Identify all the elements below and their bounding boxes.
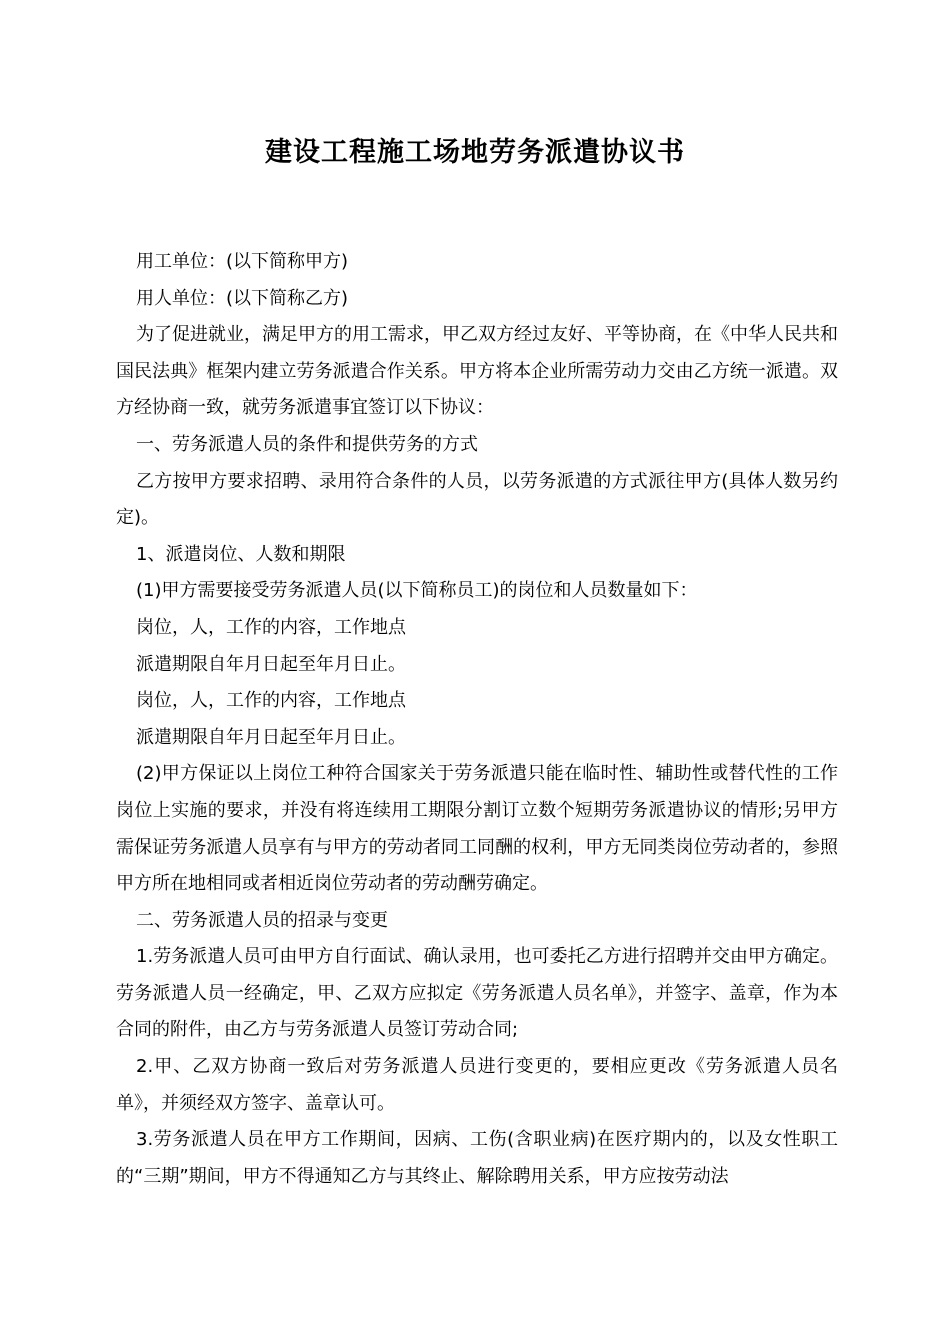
paragraph: 岗位，人，工作的内容，工作地点	[136, 690, 406, 712]
paragraph-employer: 用工单位：(以下简称甲方)	[136, 251, 349, 272]
paragraph: 3.劳务派遣人员在甲方工作期间，因病、工伤(含职业病)在医疗期内的，以及女性职工的“三期”期间，甲方不得通知乙方与其终止、解除聘用关系，甲方应按劳动法	[116, 1129, 838, 1187]
paragraph: (1)甲方需要接受劳务派遣人员(以下简称员工)的岗位和人员数量如下：	[136, 580, 698, 602]
paragraph: (2)甲方保证以上岗位工种符合国家关于劳务派遣只能在临时性、辅助性或替代性的工作岗位上实施的要求，并没有将连续用工期限分割订立数个短期劳务派遣协议的情形;另甲方需保证劳务派遣人员享有与甲方的劳动者同工同酬的权利，甲方无同类岗位劳动者的，参照甲方所在地相同或者相近岗位劳动者的劳动酬劳确定。	[116, 763, 838, 895]
subsection-heading: 1、派遣岗位、人数和期限	[136, 543, 346, 565]
paragraph: 1.劳务派遣人员可由甲方自行面试、确认录用，也可委托乙方进行招聘并交由甲方确定。劳务派遣人员一经确定，甲、乙双方应拟定《劳务派遣人员名单》，并签字、盖章，作为本合同的附件，由乙方与劳务派遣人员签订劳动合同;	[116, 946, 838, 1041]
paragraph: 岗位，人，工作的内容，工作地点	[136, 616, 406, 638]
document-body	[116, 244, 838, 1195]
paragraph: 派遣期限自年月日起至年月日止。	[136, 726, 406, 748]
section-heading-1: 一、劳务派遣人员的条件和提供劳务的方式	[136, 433, 478, 455]
document-title: 建设工程施工场地劳务派遣协议书	[265, 137, 685, 168]
paragraph: 2.甲、乙双方协商一致后对劳务派遣人员进行变更的，要相应更改《劳务派遣人员名单》，并须经双方签字、盖章认可。	[116, 1056, 838, 1114]
section-heading-2: 二、劳务派遣人员的招录与变更	[136, 909, 388, 931]
paragraph: 派遣期限自年月日起至年月日止。	[136, 653, 406, 675]
paragraph: 乙方按甲方要求招聘、录用符合条件的人员，以劳务派遣的方式派往甲方(具体人数另约定)。	[116, 470, 838, 529]
paragraph-dispatcher: 用人单位：(以下简称乙方)	[136, 287, 349, 309]
paragraph-preamble: 为了促进就业，满足甲方的用工需求，甲乙双方经过友好、平等协商，在《中华人民共和国民法典》框架内建立劳务派遣合作关系。甲方将本企业所需劳动力交由乙方统一派遣。双方经协商一致，就劳务派遣事宜签订以下协议：	[116, 324, 838, 419]
